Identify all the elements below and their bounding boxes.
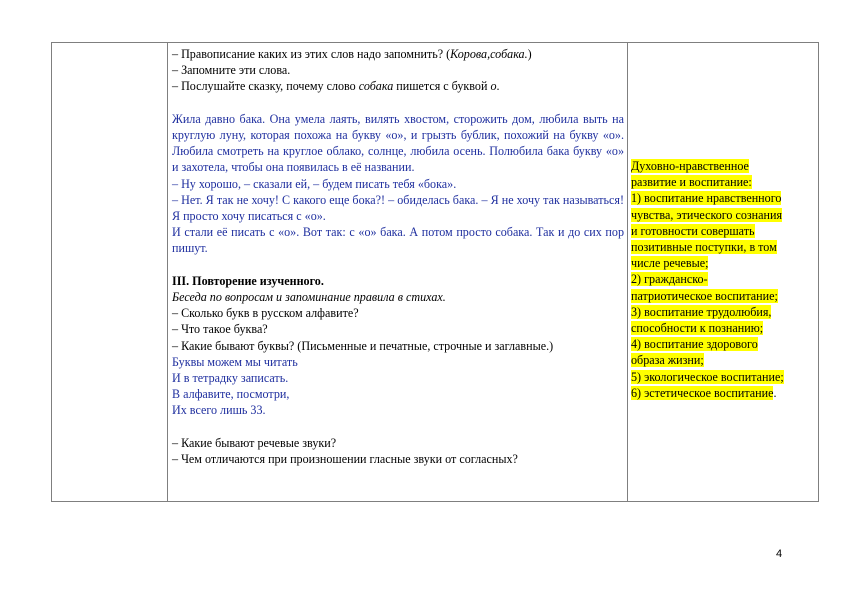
instruction-remember: – Запомните эти слова. <box>172 63 291 78</box>
poem-line: Буквы можем мы читать <box>172 354 298 369</box>
table-row <box>52 43 819 502</box>
text: пишется с буквой <box>393 79 491 94</box>
question: – Что такое буква? <box>172 322 268 337</box>
question: – Какие бывают буквы? (Письменные и печатные, строчные и заглавные.) <box>172 338 554 353</box>
goal-line: Духовно-нравственное <box>631 159 749 173</box>
text: ) <box>527 47 532 61</box>
goal-line: образа жизни; <box>631 353 704 368</box>
story-paragraph: Жила давно бака. Она умела лаять, вилять хвостом, сторожить дом, любила выть на круглую луну, которая похожа на букву «о», и грызть бублик, похожий на букву «о». Любила смотреть на круглое облако, солнце, любила осень. Полюбила бака букву «о» и захотела, чтобы она появилась в её названии. <box>172 111 624 175</box>
italic-word: собака <box>358 79 394 94</box>
poem-line: И в тетрадку записать. <box>172 371 289 386</box>
section-subtitle: Беседа по вопросам и запоминание правила в стихах. <box>172 290 446 305</box>
question: – Чем отличаются при произношении гласные звуки от согласных? <box>172 452 518 467</box>
goal-line: 4) воспитание здорового <box>631 337 758 352</box>
poem-line: В алфавите, посмотри, <box>172 387 290 402</box>
question: – Сколько букв в русском алфавите? <box>172 306 359 321</box>
content-column-cell <box>168 43 628 502</box>
goal-line: и готовности совершать <box>631 223 755 238</box>
goal-line: 2) гражданско- <box>631 272 708 287</box>
instruction-listen <box>172 78 624 94</box>
story-dialogue: – Нет. Я так не хочу! С какого еще бока?! – обиделась бака. – Я не хочу так называться! Я просто хочу писаться с «о». <box>172 192 624 224</box>
section-title: III. Повторение изученного. <box>172 273 324 288</box>
goal-line: 3) воспитание трудолюбия, <box>631 304 772 319</box>
goal-line: развитие и воспитание: <box>631 175 752 190</box>
goal-line: способности к познанию; <box>631 321 764 336</box>
goal-line: 6) эстетическое воспитание. <box>631 385 777 400</box>
goal-line: 1) воспитание нравственного <box>631 191 782 206</box>
poem-line: Их всего лишь 33. <box>172 403 266 418</box>
education-goals <box>628 43 818 401</box>
goal-line: патриотическое воспитание; <box>631 288 778 303</box>
goals-column-cell <box>628 43 819 502</box>
goal-line: числе речевые; <box>631 256 709 271</box>
question-spelling <box>172 46 624 62</box>
lesson-content <box>168 43 627 467</box>
page-number: 4 <box>776 548 783 560</box>
text: – Правописание каких из этих слов надо запомнить? ( <box>172 47 451 61</box>
goal-line: 5) экологическое воспитание; <box>631 369 784 384</box>
italic-words: Корова,собака. <box>450 47 528 61</box>
text: . <box>496 79 500 94</box>
story-ending: И стали её писать с «о». Вот так: с «о» бака. А потом просто собака. Так и до сих пор пишут. <box>172 225 624 256</box>
goal-line: позитивные поступки, в том <box>631 240 777 255</box>
question: – Какие бывают речевые звуки? <box>172 435 337 450</box>
text: – Послушайте сказку, почему слово <box>172 79 359 94</box>
story-dialogue: – Ну хорошо, – сказали ей, – будем писать тебя «бока». <box>172 176 457 191</box>
lesson-table <box>51 42 819 502</box>
italic-letter: о <box>490 79 497 94</box>
goal-line: чувства, этического сознания <box>631 207 783 222</box>
stage-column-cell <box>52 43 168 502</box>
